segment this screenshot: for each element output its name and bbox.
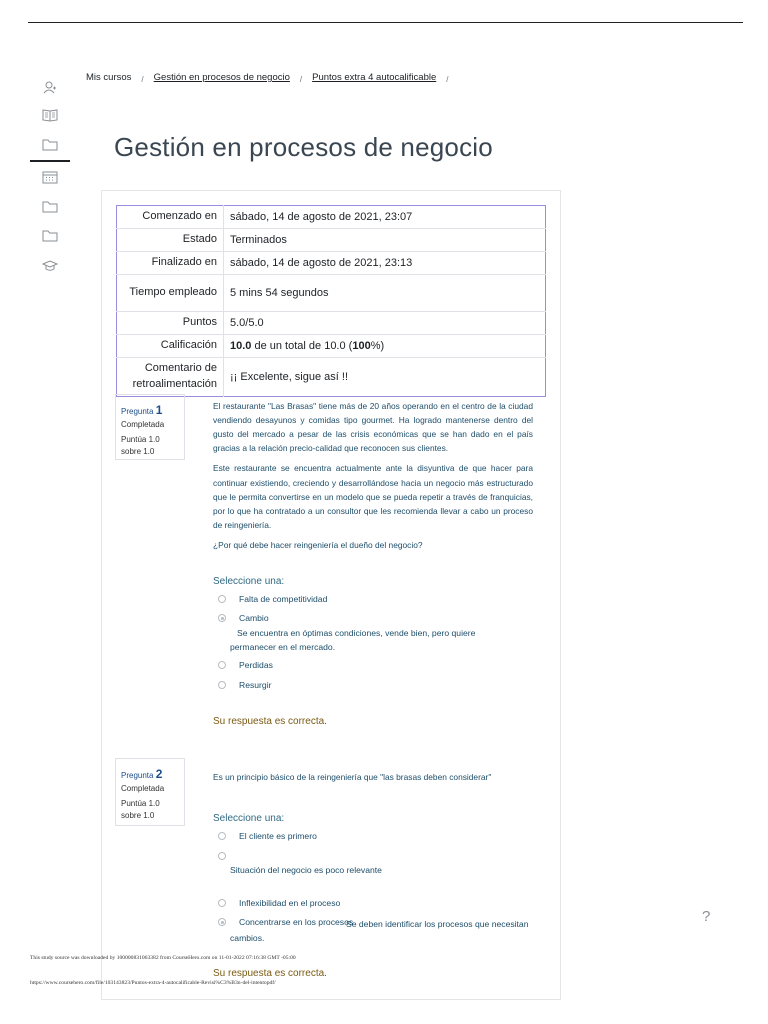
- summary-row: [117, 357, 546, 396]
- summary-value: [224, 334, 546, 357]
- breadcrumb-separator: /: [446, 75, 449, 84]
- answer-option-selected[interactable]: [218, 613, 269, 623]
- folder-icon[interactable]: [42, 229, 58, 243]
- radio-button[interactable]: [218, 832, 226, 840]
- select-one-label: Seleccione una:: [213, 576, 285, 587]
- option-label: Situación del negocio es poco relevante: [230, 865, 382, 875]
- summary-key: Estado: [117, 228, 224, 251]
- nav-active-indicator: [30, 160, 70, 162]
- summary-key: Tiempo empleado: [117, 274, 224, 311]
- option-label: Inflexibilidad en el proceso: [239, 898, 341, 908]
- summary-value: sábado, 14 de agosto de 2021, 23:07: [230, 210, 413, 223]
- summary-row: [117, 228, 546, 251]
- question-prompt: ¿Por qué debe hacer reingeniería el dueño del negocio?: [213, 539, 423, 550]
- summary-row: [117, 311, 546, 334]
- question-score: Puntúa 1.0 sobre 1.0: [121, 799, 160, 820]
- radio-button[interactable]: [218, 681, 226, 689]
- summary-key: Finalizado en: [117, 251, 224, 274]
- breadcrumb-separator: /: [141, 75, 144, 84]
- radio-button-checked[interactable]: [218, 614, 226, 622]
- breadcrumb-separator: /: [299, 75, 303, 84]
- question-feedback: Su respuesta es correcta.: [213, 968, 327, 979]
- radio-button[interactable]: [218, 595, 226, 603]
- calendar-icon[interactable]: [42, 170, 58, 184]
- grade-value: 10.0: [230, 339, 252, 352]
- answer-option[interactable]: [218, 594, 327, 604]
- question-number: 1: [155, 403, 163, 417]
- option-label: El cliente es primero: [239, 831, 317, 841]
- answer-option[interactable]: [218, 680, 271, 690]
- answer-option[interactable]: [218, 851, 239, 860]
- source-url: https://www.coursehero.com/file/103143823/Puntos-extra-4-autocalificable-Revisi%C3%B3n-del-intentopdf/: [30, 980, 276, 986]
- question-paragraph: El restaurante "Las Brasas" tiene más de 20 años operando en el centro de la ciudad vendiendo desayunos y comidas tipo gourmet. Ha logrado mantenerse dentro del gusto del mercado a pesar de las crisis económicas que se han dado en el país gracias a la relación precio-calidad que reconocen sus clientes.: [213, 401, 533, 454]
- option-label: Perdidas: [239, 660, 273, 670]
- download-notice: This study source was downloaded by 100000831063382 from CourseHero.com on 11-01-2022 07:16:38 GMT -05:00: [30, 955, 296, 961]
- summary-value: ¡¡ Excelente, sigue así !!: [224, 357, 546, 396]
- help-icon[interactable]: ?: [702, 908, 711, 925]
- grade-text-end: %): [370, 339, 385, 352]
- question-score: Puntúa 1.0 sobre 1.0: [121, 435, 160, 456]
- question-info-box: [115, 394, 185, 460]
- question-label: Pregunta: [121, 407, 154, 416]
- summary-row: [117, 274, 546, 311]
- top-divider: [28, 22, 743, 23]
- summary-key: Puntos: [117, 311, 224, 334]
- option-label: Falta de competitividad: [239, 594, 328, 604]
- radio-button[interactable]: [218, 661, 226, 669]
- option-label: Concentrarse en los procesos: [239, 917, 354, 927]
- user-icon[interactable]: [42, 80, 58, 94]
- summary-key: Comentario de retroalimentación: [117, 357, 224, 396]
- summary-row: [117, 206, 546, 229]
- question-number: 2: [155, 767, 163, 781]
- graduation-cap-icon[interactable]: [42, 259, 58, 273]
- summary-value: sábado, 14 de agosto de 2021, 23:13: [224, 251, 546, 274]
- summary-key: Comenzado en: [117, 206, 224, 229]
- question-label: Pregunta: [121, 771, 154, 780]
- answer-option[interactable]: [218, 831, 317, 841]
- radio-button-checked[interactable]: [218, 918, 226, 926]
- answer-option[interactable]: [218, 660, 273, 670]
- breadcrumb-my-courses[interactable]: Mis cursos: [86, 72, 132, 83]
- select-one-label: Seleccione una:: [213, 813, 285, 824]
- breadcrumb-quiz-link[interactable]: Puntos extra 4 autocalificable: [312, 72, 437, 83]
- folder-icon[interactable]: [42, 200, 58, 214]
- question-paragraph: Este restaurante se encuentra actualmente ante la disyuntiva de que hacer para continuar existiendo, creciendo y desarrollándose hacia un negocio más estructurado que le permita convertirse en un modelo que se pueda repetir a través de franquicias, por lo que ha contratado a un consultor que les recomienda llevar a cabo un proceso de reingeniería.: [213, 463, 533, 530]
- summary-key: Calificación: [117, 334, 224, 357]
- attempt-summary-table: [116, 205, 546, 397]
- option-label: Cambio: [239, 613, 269, 623]
- summary-value: Terminados: [224, 228, 546, 251]
- question-text: [213, 399, 533, 558]
- summary-value: 5.0/5.0: [224, 311, 546, 334]
- radio-button[interactable]: [218, 899, 226, 907]
- grade-percent: 100: [352, 339, 371, 352]
- summary-value: 5 mins 54 segundos: [224, 274, 546, 311]
- grade-text: de un total de 10.0 (: [251, 339, 353, 352]
- question-text: [213, 770, 503, 790]
- book-icon[interactable]: [42, 108, 58, 122]
- summary-row: [117, 334, 546, 357]
- answer-option[interactable]: [218, 898, 340, 908]
- question-state: Completada: [121, 784, 165, 793]
- summary-row: [117, 251, 546, 274]
- option-feedback: Se deben identificar los procesos que necesitan cambios.: [230, 919, 529, 944]
- page-title: Gestión en procesos de negocio: [114, 132, 493, 162]
- option-label: Resurgir: [239, 680, 272, 690]
- question-state: Completada: [121, 420, 165, 429]
- question-feedback: Su respuesta es correcta.: [213, 716, 327, 727]
- folder-icon[interactable]: [42, 138, 58, 152]
- question-prompt: Es un principio básico de la reingeniería que "las brasas deben considerar": [213, 772, 492, 782]
- question-info-box: [115, 758, 185, 826]
- breadcrumb: [86, 72, 458, 83]
- option-feedback: Se encuentra en óptimas condiciones, vende bien, pero quiere permanecer en el mercado.: [230, 628, 476, 653]
- breadcrumb-course-link[interactable]: Gestión en procesos de negocio: [153, 72, 290, 83]
- radio-button[interactable]: [218, 852, 226, 860]
